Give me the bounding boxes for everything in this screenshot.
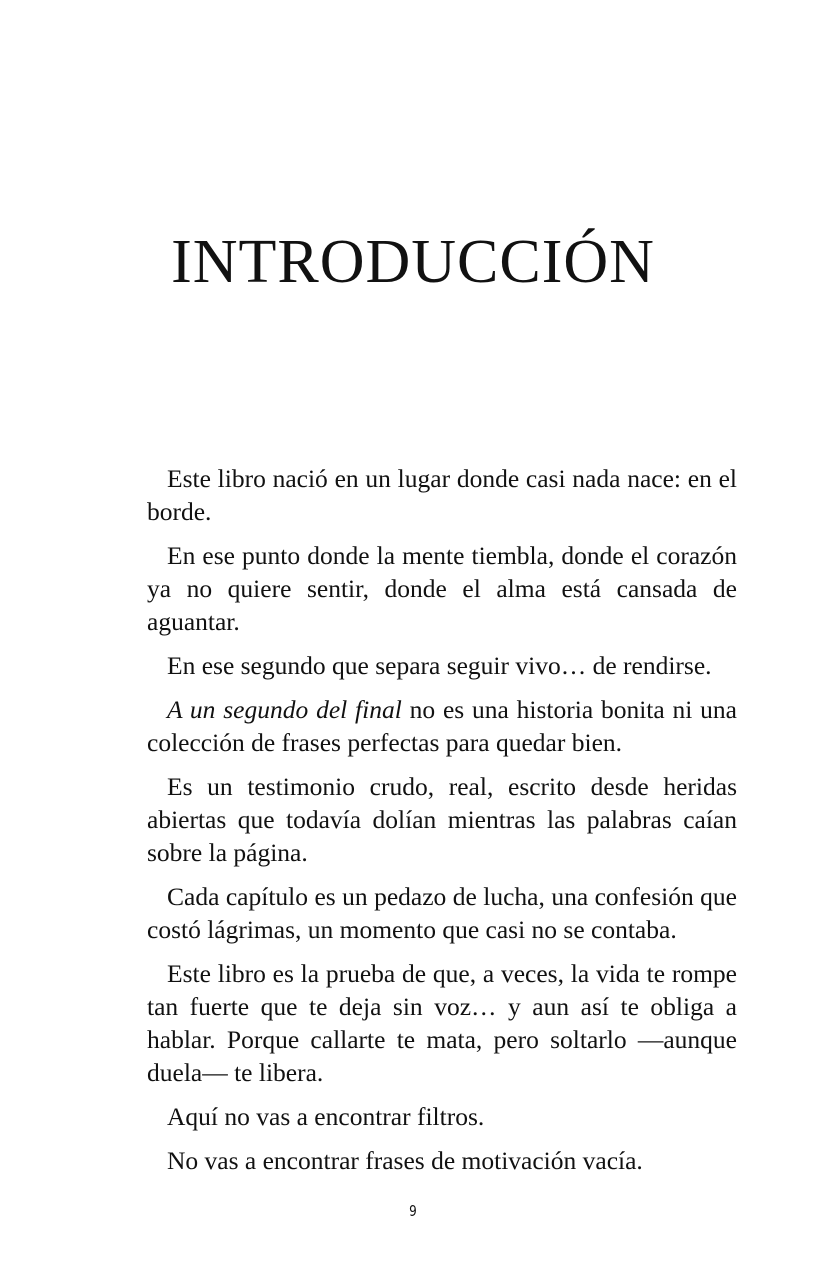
paragraph: Aquí no vas a encontrar filtros. <box>167 1102 485 1131</box>
paragraph: Este libro nació en un lugar donde casi nada nace: en el borde. <box>147 464 737 526</box>
chapter-title: INTRODUCCIÓN <box>171 228 655 296</box>
paragraph-text: no es una historia bonita ni una colección de frases perfectas para quedar bien. <box>147 695 737 757</box>
paragraph: Cada capítulo es un pedazo de lucha, una confesión que costó lágrimas, un momento que casi no se contaba. <box>147 882 737 944</box>
body-text <box>147 462 737 1188</box>
paragraph <box>147 693 737 759</box>
book-title-italic: A un segundo del final <box>167 695 402 724</box>
paragraph: En ese punto donde la mente tiembla, donde el corazón ya no quiere sentir, donde el alma está cansada de aguantar. <box>147 541 737 636</box>
page-number: 9 <box>409 1202 417 1220</box>
paragraph: No vas a encontrar frases de motivación vacía. <box>167 1146 643 1175</box>
paragraph: Es un testimonio crudo, real, escrito desde heridas abiertas que todavía dolían mientras las palabras caían sobre la página. <box>147 772 737 867</box>
paragraph: En ese segundo que separa seguir vivo… de rendirse. <box>167 651 712 680</box>
paragraph: Este libro es la prueba de que, a veces, la vida te rompe tan fuerte que te deja sin voz… y aun así te obliga a hablar. Porque callarte te mata, pero soltarlo —aunque duela— te libera. <box>147 959 737 1087</box>
